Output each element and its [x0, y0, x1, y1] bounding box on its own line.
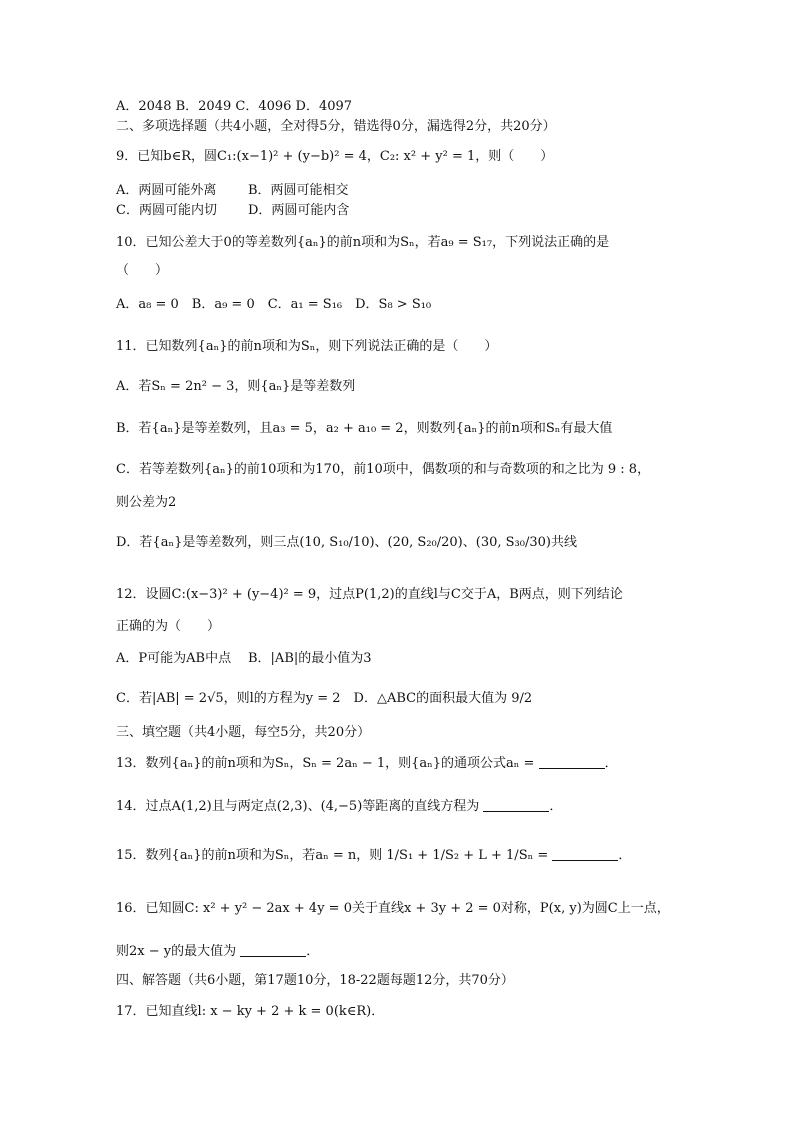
- q12-stem: 12．设圆C:(x−3)² + (y−4)² = 9，过点P(1,2)的直线l与C交于A，B两点，则下列结论: [116, 587, 623, 602]
- q14-answer-blank[interactable]: [483, 797, 549, 812]
- q16: [116, 942, 706, 961]
- q16-stem: 16．已知圆C: x² + y² − 2ax + 4y = 0关于直线x + 3y + 2 = 0对称，P(x, y)为圆C上一点，: [116, 901, 670, 916]
- q16-period: ．: [306, 944, 320, 959]
- q9-option-b: B．两圆可能相交: [248, 183, 349, 198]
- q11-option-c: C．若等差数列{aₙ}的前10项和为170，前10项中，偶数项的和与奇数项的和之比为 9 : 8，: [116, 462, 651, 477]
- q12-option-a: A．P可能为AB中点: [116, 651, 232, 666]
- q13-answer-blank[interactable]: [539, 754, 605, 769]
- section-2-heading: 二、多项选择题（共4小题，全对得5分，错选得0分，漏选得2分，共20分）: [116, 119, 556, 134]
- q14-period: ．: [549, 799, 563, 814]
- q9-stem: 9．已知b∈R，圆C₁:(x−1)² + (y−b)² = 4，C₂: x² + y² = 1，则（ ）: [116, 149, 554, 164]
- q13-text: 13．数列{aₙ}的前n项和为Sₙ，Sₙ = 2aₙ − 1，则{aₙ}的通项公式aₙ =: [116, 756, 535, 771]
- q13: [116, 754, 706, 773]
- q12-options-row1: [116, 650, 706, 668]
- q15: [116, 846, 706, 865]
- q16-text: 则2x − y的最大值为: [116, 944, 237, 959]
- q9-option-a: A．两圆可能外离: [116, 183, 217, 198]
- q16-answer-blank[interactable]: [240, 942, 306, 957]
- q9-option-d: D．两圆可能内含: [248, 203, 350, 218]
- q9-options-row1: [116, 182, 706, 200]
- q15-period: ．: [618, 848, 632, 863]
- q13-period: ．: [604, 756, 618, 771]
- q10-stem: 10．已知公差大于0的等差数列{aₙ}的前n项和为Sₙ，若a₉ = S₁₇，下列说法正确的是: [116, 235, 610, 250]
- q14-text: 14．过点A(1,2)且与两定点(2,3)、(4,−5)等距离的直线方程为: [116, 799, 480, 814]
- q12-options-row2: C．若|AB| = 2√5，则l的方程为y = 2 D．△ABC的面积最大值为 9/2: [116, 691, 533, 706]
- section-4-heading: 四、解答题（共6小题，第17题10分，18-22题每题12分，共70分）: [116, 973, 514, 988]
- q10-options: A．a₈ = 0 B．a₉ = 0 C．a₁ = S₁₆ D．S₈ > S₁₀: [116, 297, 432, 312]
- q11-option-b: B．若{aₙ}是等差数列，且a₃ = 5，a₂ + a₁₀ = 2，则数列{aₙ}的前n项和Sₙ有最大值: [116, 421, 613, 436]
- q11-option-a: A．若Sₙ = 2n² − 3，则{aₙ}是等差数列: [116, 379, 356, 394]
- section-3-heading: 三、填空题（共4小题，每空5分，共20分）: [116, 725, 371, 740]
- q11-stem: 11．已知数列{aₙ}的前n项和为Sₙ，则下列说法正确的是（ ）: [116, 339, 498, 354]
- q11-option-d: D．若{aₙ}是等差数列，则三点(10, S₁₀/10)、(20, S₂₀/20)、(30, S₃₀/30)共线: [116, 535, 577, 550]
- q15-answer-blank[interactable]: [552, 846, 618, 861]
- q15-text: 15．数列{aₙ}的前n项和为Sₙ，若aₙ = n，则 1/S₁ + 1/S₂ + L + 1/Sₙ =: [116, 848, 549, 863]
- q10-paren: （ ）: [116, 263, 169, 278]
- q12-stem-cont: 正确的为（ ）: [116, 619, 221, 634]
- q12-option-b: B．|AB|的最小值为3: [248, 651, 372, 666]
- q8-options: A．2048 B．2049 C．4096 D．4097: [116, 99, 353, 114]
- q14: [116, 797, 706, 816]
- q9-options-row2: [116, 202, 706, 220]
- q9-option-c: C．两圆可能内切: [116, 203, 217, 218]
- q11-option-c-cont: 则公差为2: [116, 495, 177, 510]
- q17-stem: 17．已知直线l: x − ky + 2 + k = 0(k∈R)．: [116, 1004, 385, 1019]
